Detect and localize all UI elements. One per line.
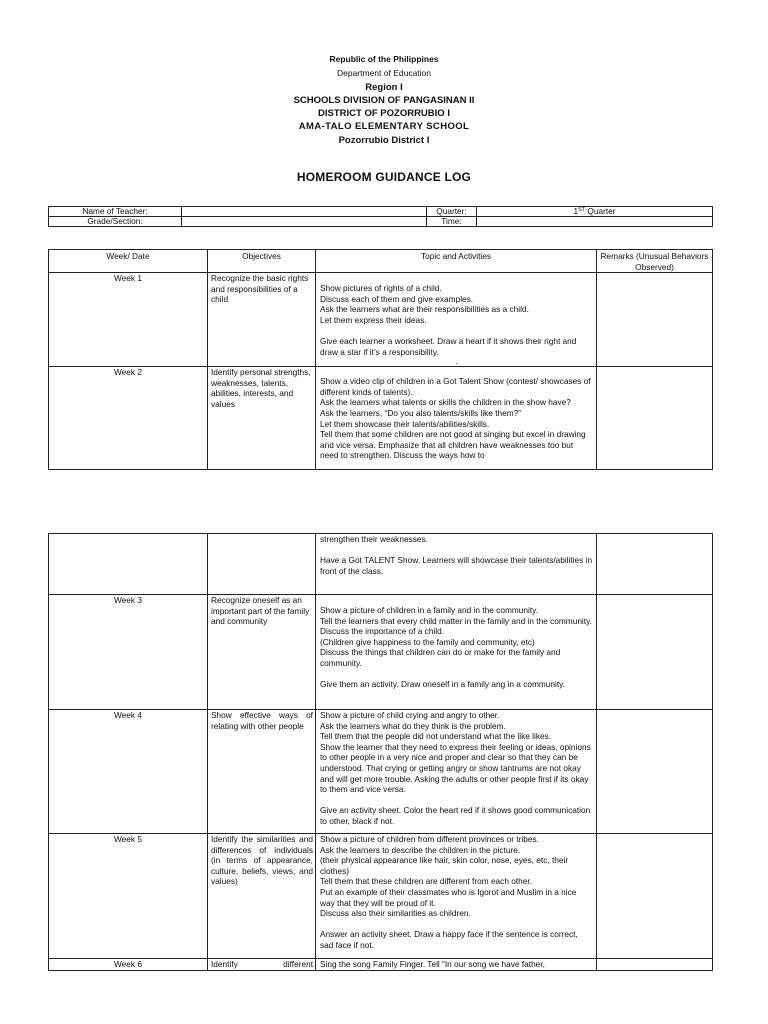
time-value — [477, 217, 713, 227]
objective-cell: Identify the similarities and differences of individuals (in terms of appearance, culture, beliefs, views, and values) — [208, 834, 316, 959]
quarter-ordinal: ST — [578, 207, 586, 213]
activity-line: Ask the learners what do they think is the problem. — [320, 720, 506, 731]
activity-line: Ask the learners to describe the children in the picture. — [320, 844, 521, 855]
activity-line: (their physical appearance like hair, skin color, nose, eyes, etc, their clothes) — [320, 855, 569, 876]
activity-line: Ask the learners, “Do you also talents/skills like them?” — [320, 407, 522, 418]
remarks-cell — [597, 534, 713, 595]
activity-line: Give an activity sheet. Color the heart red if it shows good communication to other, black if not. — [320, 805, 591, 826]
week-cell: Week 3 — [49, 595, 208, 710]
table-row-week-4 — [49, 710, 713, 834]
activities-cell — [316, 710, 597, 834]
activity-line: Show a video clip of children in a Got Talent Show (contest/ showcases of different kinds of talents). — [320, 376, 591, 397]
activity-line: Put an example of their classmates who is Igorot and Muslim in a nice way that they will be proud of it. — [320, 886, 577, 908]
header-division: SCHOOLS DIVISION OF PANGASINAN II — [293, 95, 475, 106]
activity-line: Ask the learners what talents or skills the children in the show have? — [320, 397, 571, 408]
header-region: Region I — [365, 82, 403, 93]
objective-cell — [208, 534, 316, 595]
remarks-cell — [597, 273, 713, 367]
teacher-info-table — [48, 206, 713, 227]
table-row-week-2 — [49, 367, 713, 470]
activity-line: Discuss the things that children can do or make for the family and community. — [320, 647, 561, 668]
table-row-week-3 — [49, 595, 713, 710]
teacher-name-value — [182, 207, 427, 217]
guidance-log-table-page-1 — [48, 249, 713, 470]
table-row-continuation — [49, 534, 713, 595]
activities-cell — [316, 595, 597, 710]
document-title: HOMEROOM GUIDANCE LOG — [296, 170, 472, 184]
activities-cell — [316, 534, 597, 595]
activity-line: Show a picture of children from different provinces or tribes. — [320, 834, 539, 844]
activity-line: Show pictures of rights of a child. — [320, 283, 442, 294]
column-header-remarks: Remarks (Unusual Behaviors Observed) — [597, 250, 713, 273]
activity-line: (Children give happiness to the family and community, etc) — [320, 636, 535, 647]
table-row-week-5 — [49, 834, 713, 959]
quarter-label: Quarter: — [427, 207, 477, 217]
week-cell: Week 5 — [49, 834, 208, 959]
activities-cell — [316, 367, 597, 470]
activity-line: Sing the song Family Finger. Tell “In our song we have father, — [320, 959, 545, 969]
activity-line: . — [455, 356, 458, 367]
activity-line: Answer an activity sheet. Draw a happy face if the sentence is correct, sad face if not. — [320, 929, 578, 950]
activity-line: Give them an activity. Draw oneself in a family ang in a community. — [320, 679, 566, 690]
activities-cell — [316, 273, 597, 367]
activity-line: strengthen their weaknesses. — [320, 534, 428, 544]
activity-line: Tell them that these children are different from each other. — [320, 876, 532, 887]
table-row-week-1 — [49, 273, 713, 367]
column-header-activities: Topic and Activities — [316, 250, 597, 273]
activity-line: Let them showcase their talents/abilities/skills. — [320, 418, 490, 429]
objective-cell: Identify different — [208, 959, 316, 971]
header-republic: Republic of the Philippines — [329, 54, 439, 64]
activity-line: Give each learner a worksheet. Draw a heart if it shows their right and draw a star if it’s a responsibility. — [320, 336, 577, 357]
activity-line: Tell them that the people did not understand what the like likes. — [320, 731, 552, 742]
guidance-log-table-page-2 — [48, 533, 713, 971]
activity-line: Discuss each of them and give examples. — [320, 293, 474, 304]
activity-line: Have a Got TALENT Show. Learners will showcase their talents/abilities in front of the class. — [320, 555, 593, 576]
column-header-week: Week/ Date — [49, 250, 208, 273]
grade-section-value — [182, 217, 427, 227]
remarks-cell — [597, 595, 713, 710]
week-cell: Week 6 — [49, 959, 208, 971]
activities-cell — [316, 959, 597, 971]
activity-line: Let them express their ideas. — [320, 314, 427, 325]
quarter-number: 1 — [573, 206, 579, 216]
remarks-cell — [597, 959, 713, 971]
activity-line: Discuss the importance of a child. — [320, 626, 445, 637]
activities-cell — [316, 834, 597, 959]
column-header-objectives: Objectives — [208, 250, 316, 273]
quarter-value — [477, 207, 713, 217]
activity-line: Show a picture of children in a family and in the community. — [320, 605, 538, 615]
week-cell: Week 4 — [49, 710, 208, 834]
week-cell — [49, 534, 208, 595]
quarter-word: Quarter — [585, 206, 616, 216]
objective-cell: Recognize the basic rights and responsibilities of a child — [208, 273, 316, 367]
activity-line: Show a picture of child crying and angry to other. — [320, 710, 500, 720]
activity-line: Tell the learners that every child matter in the family and in the community. — [320, 615, 592, 626]
header-school-district: Pozorrubio District I — [338, 135, 430, 146]
remarks-cell — [597, 834, 713, 959]
header-district: DISTRICT OF POZORRUBIO I — [318, 108, 450, 119]
activity-line: Ask the learners what are their responsibilities as a child. — [320, 304, 529, 315]
week-cell: Week 2 — [49, 367, 208, 470]
week-cell: Week 1 — [49, 273, 208, 367]
grade-section-label: Grade/Section: — [49, 217, 182, 227]
time-label: Time: — [427, 217, 477, 227]
activity-line: Show the learner that they need to express their feeling or ideas, opinions to other people in a very nice and proper and clear so that they can be understood. That crying or getting angry or show tantrums are not okay and will get more trouble. Asking the adults or other people first if its okay to them and vice versa. — [320, 741, 591, 795]
table-row-week-6 — [49, 959, 713, 971]
objective-cell: Identify personal strengths, weaknesses, talents, abilities, interests, and values — [208, 367, 316, 470]
remarks-cell — [597, 367, 713, 470]
header-department: Department of Education — [336, 68, 432, 78]
header-school-name: AMA-TALO ELEMENTARY SCHOOL — [298, 121, 470, 132]
teacher-name-label: Name of Teacher: — [49, 207, 182, 217]
activity-line: Tell them that some children are not good at singing but excel in drawing and vice versa. Emphasize that all children have weaknesses too but need to strengthen. Discuss the ways how to — [320, 429, 586, 461]
remarks-cell — [597, 710, 713, 834]
objective-cell: Recognize oneself as an important part of the family and community — [208, 595, 316, 710]
objective-cell: Show effective ways of relating with other people — [208, 710, 316, 834]
activity-line: Discuss also their similarities as children. — [320, 908, 471, 919]
